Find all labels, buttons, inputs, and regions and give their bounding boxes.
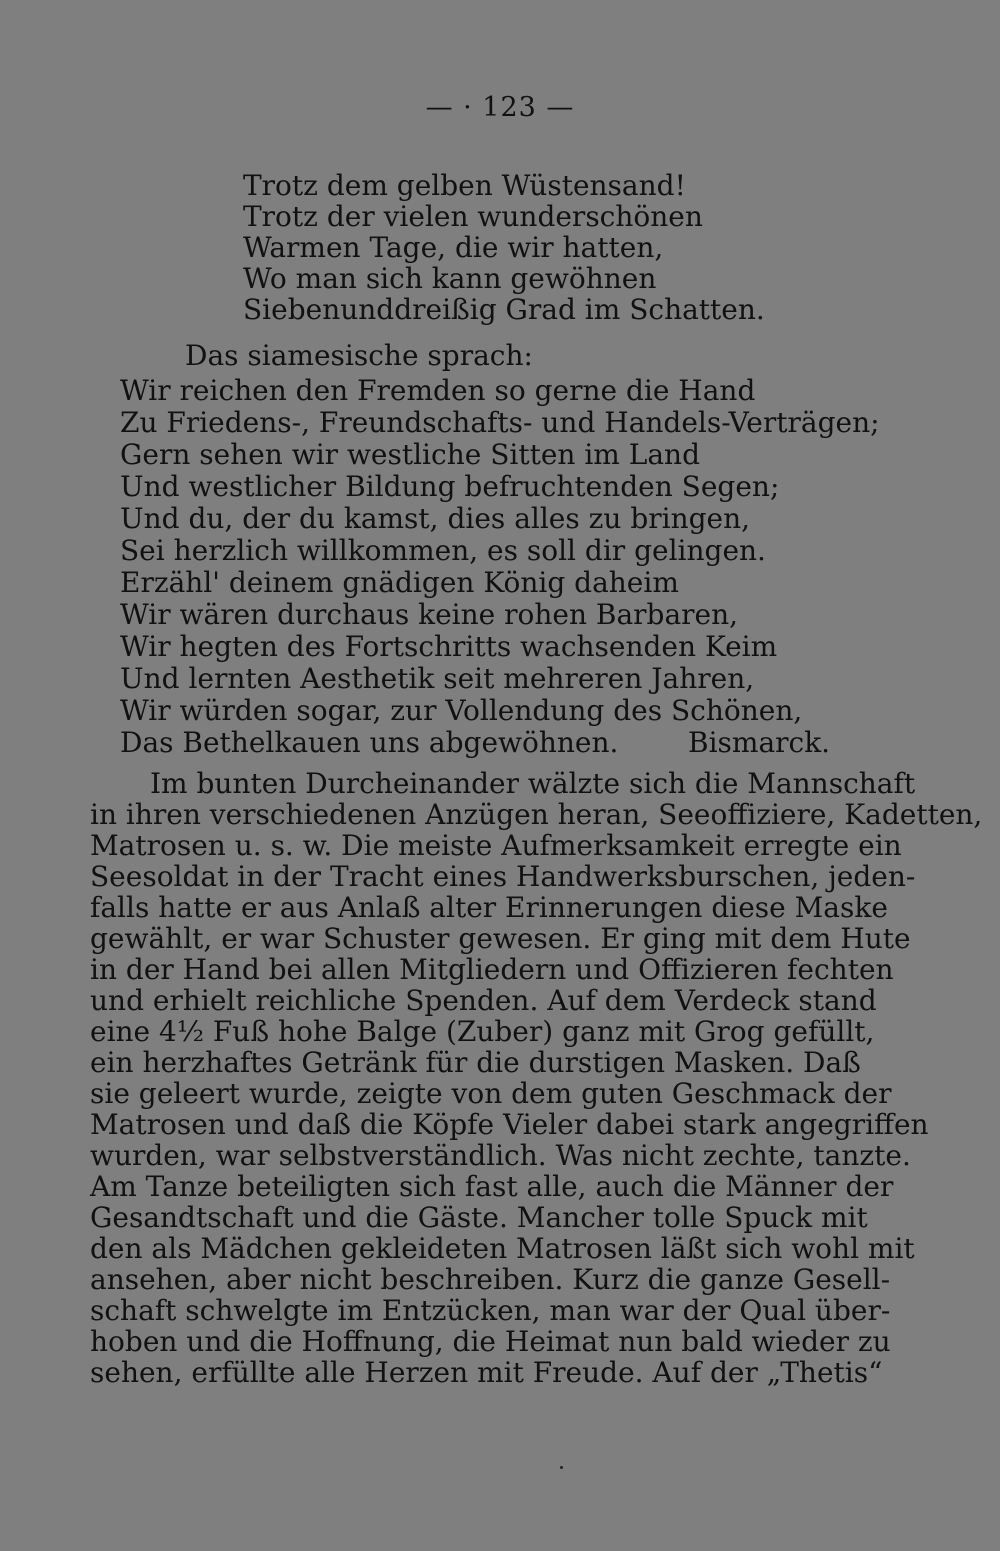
verse-line: Wir würden sogar, zur Vollendung des Schönen, <box>120 694 803 727</box>
prose-line: hoben und die Hoffnung, die Heimat nun bald wieder zu <box>90 1325 891 1358</box>
prose-line: Gesandtschaft und die Gäste. Mancher tolle Spuck mit <box>90 1201 868 1234</box>
print-speck <box>560 1466 563 1469</box>
verse-line: Wir wären durchaus keine rohen Barbaren, <box>120 598 739 631</box>
verse-line: Wo man sich kann gewöhnen <box>243 262 657 295</box>
verse-line: Und du, der du kamst, dies alles zu bringen, <box>120 502 751 535</box>
verse-line: Erzähl' deinem gnädigen König daheim <box>120 566 679 599</box>
verse-line: Warmen Tage, die wir hatten, <box>243 231 664 264</box>
prose-line: in ihren verschiedenen Anzügen heran, Seeoffiziere, Kadetten, <box>90 798 983 831</box>
prose-line: ansehen, aber nicht beschreiben. Kurz die ganze Gesell- <box>90 1263 891 1296</box>
verse-line: Das Bethelkauen uns abgewöhnen. <box>120 726 619 759</box>
verse-line: Zu Friedens-, Freundschafts- und Handels-Verträgen; <box>120 406 880 439</box>
prose-line: sie geleert wurde, zeigte von dem guten Geschmack der <box>90 1077 892 1110</box>
verse-line: Und westlicher Bildung befruchtenden Segen; <box>120 470 780 503</box>
attribution: Bismarck. <box>688 726 831 759</box>
prose-line: Am Tanze beteiligten sich fast alle, auch die Männer der <box>90 1170 894 1203</box>
verse-line: Gern sehen wir westliche Sitten im Land <box>120 438 700 471</box>
prose-line: in der Hand bei allen Mitgliedern und Offizieren fechten <box>90 953 894 986</box>
prose-line: und erhielt reichliche Spenden. Auf dem Verdeck stand <box>90 984 877 1017</box>
prose-line: falls hatte er aus Anlaß alter Erinnerungen diese Maske <box>90 891 888 924</box>
verse-line: Trotz der vielen wunderschönen <box>243 200 703 233</box>
verse-line: Und lernten Aesthetik seit mehreren Jahren, <box>120 662 755 695</box>
verse-line: Siebenunddreißig Grad im Schatten. <box>243 293 765 326</box>
verse-line: Trotz dem gelben Wüstensand! <box>243 169 686 202</box>
verse-line: Sei herzlich willkommen, es soll dir gelingen. <box>120 534 766 567</box>
speech-intro: Das siamesische sprach: <box>185 339 533 372</box>
page-number: — · 123 — <box>425 92 575 123</box>
prose-line: schaft schwelgte im Entzücken, man war der Qual über- <box>90 1294 891 1327</box>
prose-line: den als Mädchen gekleideten Matrosen läßt sich wohl mit <box>90 1232 915 1265</box>
verse-line: Wir hegten des Fortschritts wachsenden Keim <box>120 630 778 663</box>
prose-line: ein herzhaftes Getränk für die durstigen Masken. Daß <box>90 1046 861 1079</box>
prose-line: Im bunten Durcheinander wälzte sich die Mannschaft <box>150 767 916 800</box>
prose-line: gewählt, er war Schuster gewesen. Er ging mit dem Hute <box>90 922 911 955</box>
prose-line: Matrosen u. s. w. Die meiste Aufmerksamkeit erregte ein <box>90 829 902 862</box>
prose-line: sehen, erfüllte alle Herzen mit Freude. Auf der „Thetis“ <box>90 1356 883 1389</box>
prose-line: eine 4½ Fuß hohe Balge (Zuber) ganz mit Grog gefüllt, <box>90 1015 875 1048</box>
prose-line: Matrosen und daß die Köpfe Vieler dabei stark angegriffen <box>90 1108 929 1141</box>
prose-line: wurden, war selbstverständlich. Was nicht zechte, tanzte. <box>90 1139 911 1172</box>
prose-line: Seesoldat in der Tracht eines Handwerksburschen, jeden- <box>90 860 916 893</box>
verse-line: Wir reichen den Fremden so gerne die Hand <box>120 374 756 407</box>
